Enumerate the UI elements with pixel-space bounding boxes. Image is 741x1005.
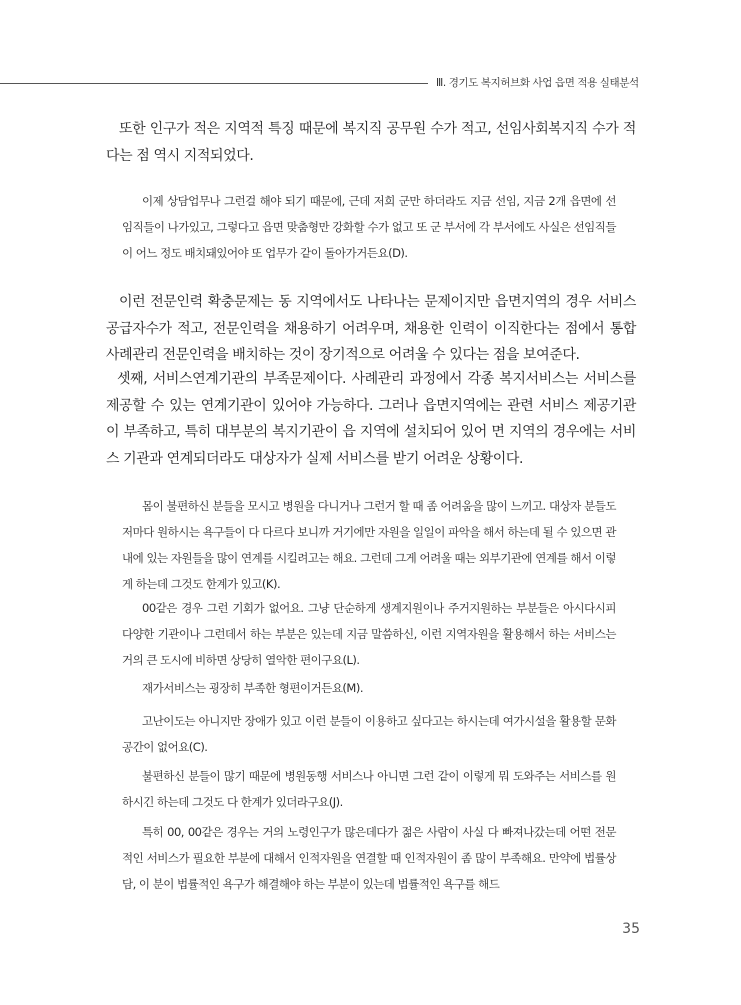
body-paragraph-1: 또한 인구가 적은 지역적 특징 때문에 복지직 공무원 수가 적고, 선임사회복지직 수가 적다는 점 역시 지적되었다.: [106, 121, 636, 164]
interview-quote-j: 불편하신 분들이 많기 때문에 병원동행 서비스나 아니면 그런 같이 이렇게 뭐 도와주는 서비스를 원하시긴 하는데 그것도 다 한계가 있더라구요(J).: [122, 769, 616, 809]
page-number: 35: [622, 921, 640, 937]
running-header: Ⅲ. 경기도 복지허브화 사업 읍면 적용 실태분석: [436, 77, 639, 89]
interview-quote-1: 이제 상담업무나 그런걸 해야 되기 때문에, 근데 저희 군만 하더라도 지금 선임, 지금 2개 읍면에 선임직들이 나가있고, 그렇다고 읍면 맞춤형만 강화할 수가 없고 또 군 부서에 각 부서에도 사실은 선임직들이 어느 정도 배치돼있어야 또 업무가 같이 돌아가거든요(D).: [122, 194, 616, 260]
interview-quote-last: 특히 00, 00같은 경우는 거의 노령인구가 많은데다가 젊은 사람이 사실 다 빠져나갔는데 어떤 전문적인 서비스가 필요한 부분에 대해서 인적자원을 연결할 때 인적자원이 좀 많이 부족해요. 만약에 법률상담, 이 분이 법률적인 욕구가 해결해야 하는 부분이 있는데 법률적인 욕구를 해드: [122, 825, 616, 891]
header-rule: [0, 83, 428, 84]
interview-quote-l: 00같은 경우 그런 기회가 없어요. 그냥 단순하게 생계지원이나 주거지원하는 부분들은 아시다시피 다양한 기관이나 그런데서 하는 부분은 있는데 지금 말씀하신, 이런 지역자원을 활용해서 하는 서비스는 거의 큰 도시에 비하면 상당히 열악한 편이구요(L).: [122, 601, 616, 667]
interview-quote-m: 재가서비스는 굉장히 부족한 형편이거든요(M).: [142, 681, 363, 695]
body-paragraph-2: 이런 전문인력 확충문제는 동 지역에서도 나타나는 문제이지만 읍면지역의 경우 서비스 공급자수가 적고, 전문인력을 채용하기 어려우며, 채용한 인력이 이직한다는 점에서 통합사례관리 전문인력을 배치하는 것이 장기적으로 어려울 수 있다는 점을 보여준다.: [106, 294, 636, 363]
interview-quote-c: 고난이도는 아니지만 장애가 있고 이런 분들이 이용하고 싶다고는 하시는데 여가시설을 활용할 문화공간이 없어요(C).: [122, 714, 616, 754]
body-paragraph-3: 셋째, 서비스연계기관의 부족문제이다. 사례관리 과정에서 각종 복지서비스는 서비스를 제공할 수 있는 연계기관이 있어야 가능하다. 그러나 읍면지역에는 관련 서비스 제공기관이 부족하고, 특히 대부분의 복지기관이 읍 지역에 설치되어 있어 면 지역의 경우에는 서비스 기관과 연계되더라도 대상자가 실제 서비스를 받기 어려운 상황이다.: [106, 371, 636, 467]
interview-quote-k: 몸이 불편하신 분들을 모시고 병원을 다니거나 그런거 할 때 좀 어려움을 많이 느끼고. 대상자 분들도 저마다 원하시는 욕구들이 다 다르다 보니까 거기에만 자원을 일일이 파악을 해서 하는데 될 수 있으면 관내에 있는 자원들을 많이 연계를 시킬려고는 해요. 그런데 그게 어려울 때는 외부기관에 연계를 해서 이렇게 하는데 그것도 한계가 있고(K).: [122, 499, 616, 591]
